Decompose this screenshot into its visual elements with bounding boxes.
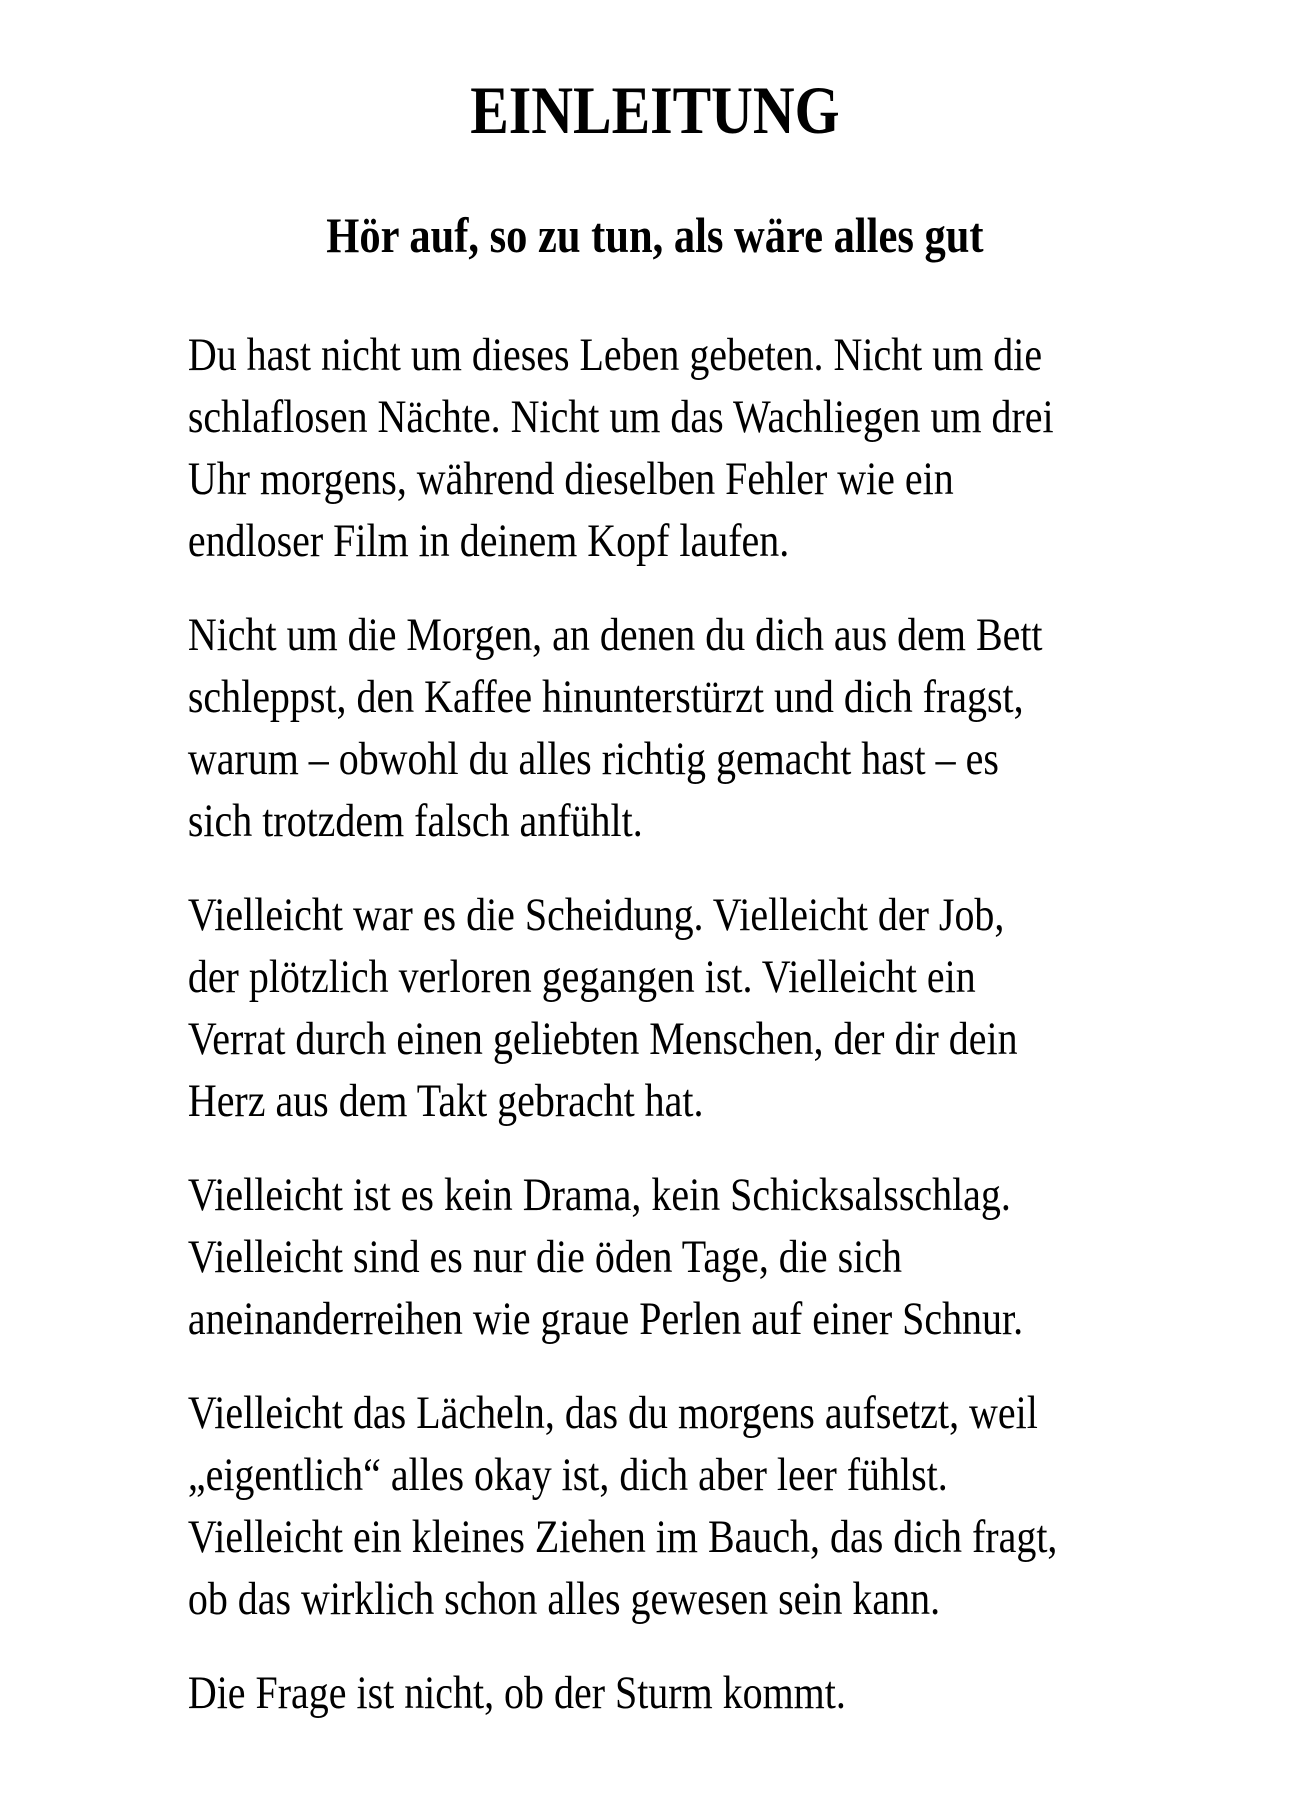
text-line: Vielleicht das Lächeln, das du morgens aufsetzt, weil [187, 1387, 1038, 1439]
text-line: Uhr morgens, während dieselben Fehler wie ein [187, 453, 954, 505]
paragraph [188, 604, 1191, 852]
text-line: endloser Film in deinem Kopf laufen. [187, 515, 790, 567]
text-line: Herz aus dem Takt gebracht hat. [187, 1075, 704, 1127]
text-line: sich trotzdem falsch anfühlt. [187, 795, 643, 847]
paragraph [188, 1164, 1191, 1350]
page-title: EINLEITUNG [470, 72, 840, 148]
paragraph [188, 1662, 1191, 1724]
paragraph [188, 324, 1191, 572]
paragraph [188, 1382, 1191, 1630]
text-line: Vielleicht ist es kein Drama, kein Schicksalsschlag. [187, 1169, 1011, 1221]
paragraph [188, 884, 1191, 1132]
text-line: Vielleicht war es die Scheidung. Vielleicht der Job, [187, 889, 1005, 941]
text-line: schleppst, den Kaffee hinunterstürzt und dich fragst, [187, 671, 1024, 723]
text-line: warum – obwohl du alles richtig gemacht hast – es [187, 733, 999, 785]
text-line: aneinanderreihen wie graue Perlen auf einer Schnur. [187, 1293, 1024, 1345]
text-line: der plötzlich verloren gegangen ist. Vielleicht ein [187, 951, 976, 1003]
text-line: „eigentlich“ alles okay ist, dich aber leer fühlst. [187, 1449, 948, 1501]
body-text [188, 324, 1191, 1724]
text-line: Verrat durch einen geliebten Menschen, der dir dein [187, 1013, 1018, 1065]
text-line: Die Frage ist nicht, ob der Sturm kommt. [187, 1667, 846, 1719]
text-line: Du hast nicht um dieses Leben gebeten. Nicht um die [187, 329, 1043, 381]
text-line: Vielleicht ein kleines Ziehen im Bauch, das dich fragt, [187, 1511, 1058, 1563]
text-line: Vielleicht sind es nur die öden Tage, die sich [187, 1231, 902, 1283]
text-line: schlaflosen Nächte. Nicht um das Wachliegen um drei [187, 391, 1054, 443]
text-line: ob das wirklich schon alles gewesen sein kann. [187, 1573, 941, 1625]
chapter-subtitle: Hör auf, so zu tun, als wäre alles gut [326, 207, 984, 263]
text-line: Nicht um die Morgen, an denen du dich aus dem Bett [187, 609, 1043, 661]
